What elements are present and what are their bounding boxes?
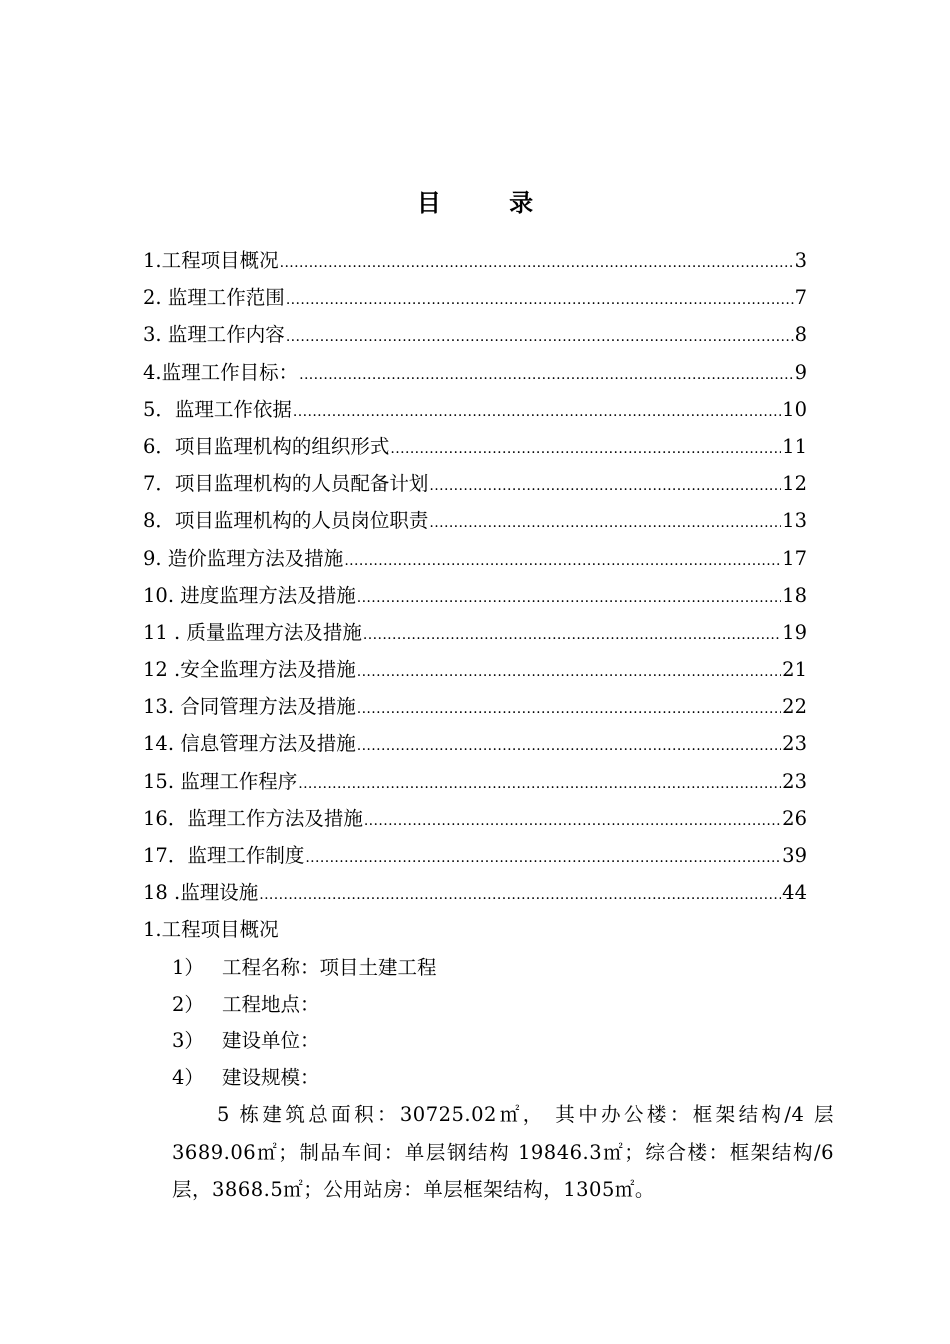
toc-entry-label: 12 .安全监理方法及措施 xyxy=(143,658,356,682)
toc-entry[interactable] xyxy=(143,468,807,505)
scale-description-paragraph: 5 栋建筑总面积：30725.02㎡， 其中办公楼：框架结构/4 层 3689.06㎡；制品车间：单层钢结构 19846.3㎡；综合楼：框架结构/6 层，3868.5㎡；公用站房：单层框架结构，1305㎡。 xyxy=(172,1103,834,1201)
table-of-contents xyxy=(143,245,807,914)
toc-entry[interactable] xyxy=(143,394,807,431)
toc-entry-label: 9. 造价监理方法及措施 xyxy=(143,546,344,570)
toc-entry-page-number: 18 xyxy=(782,583,807,607)
project-info-list xyxy=(172,952,437,1098)
list-item-text: 工程名称：项目土建工程 xyxy=(222,956,437,979)
toc-entry-page-number: 26 xyxy=(782,806,807,830)
toc-dot-leader xyxy=(344,553,781,569)
toc-entry[interactable] xyxy=(143,245,807,282)
toc-entry-label: 15. 监理工作程序 xyxy=(143,769,298,793)
list-item xyxy=(172,952,437,989)
toc-dot-leader xyxy=(363,627,781,643)
toc-entry-label: 6．项目监理机构的组织形式 xyxy=(143,434,390,458)
toc-entry-page-number: 39 xyxy=(782,844,807,867)
toc-entry-label: 16．监理工作方法及措施 xyxy=(143,806,363,830)
toc-entry-label: 11 . 质量监理方法及措施 xyxy=(143,620,362,644)
toc-entry-page-number: 3 xyxy=(794,249,807,272)
toc-title: 目 录 xyxy=(416,188,564,217)
list-item-text: 建设规模： xyxy=(222,1065,320,1089)
toc-dot-leader xyxy=(357,701,781,717)
toc-entry-label: 5．监理工作依据 xyxy=(143,397,292,421)
toc-entry[interactable] xyxy=(143,431,807,468)
toc-dot-leader xyxy=(259,887,781,903)
list-item-number: 2） xyxy=(172,992,204,1016)
toc-entry-page-number: 21 xyxy=(782,658,807,682)
toc-entry-label: 1.工程项目概况 xyxy=(143,249,279,272)
toc-entry-page-number: 22 xyxy=(782,695,807,719)
toc-entry-label: 8．项目监理机构的人员岗位职责 xyxy=(143,509,429,533)
toc-entry-label: 2. 监理工作范围 xyxy=(143,286,285,310)
toc-dot-leader xyxy=(429,478,781,494)
toc-entry[interactable] xyxy=(143,282,807,319)
toc-dot-leader xyxy=(280,255,794,271)
toc-dot-leader xyxy=(357,590,781,606)
toc-entry[interactable] xyxy=(143,357,807,394)
toc-dot-leader xyxy=(390,441,781,457)
toc-entry-label: 13. 合同管理方法及措施 xyxy=(143,695,356,719)
toc-entry[interactable] xyxy=(143,543,807,580)
toc-entry[interactable] xyxy=(143,654,807,691)
list-item xyxy=(172,1025,437,1062)
toc-dot-leader xyxy=(293,404,781,420)
toc-entry[interactable] xyxy=(143,580,807,617)
toc-entry[interactable] xyxy=(143,691,807,728)
toc-entry[interactable] xyxy=(143,319,807,356)
toc-entry-label: 7．项目监理机构的人员配备计划 xyxy=(143,472,429,496)
list-item-number: 4） xyxy=(172,1065,204,1089)
toc-dot-leader xyxy=(357,738,781,754)
list-item-text: 工程地点： xyxy=(222,992,320,1016)
list-item-number: 1） xyxy=(172,956,204,979)
toc-dot-leader xyxy=(286,292,794,308)
toc-dot-leader xyxy=(299,367,793,383)
toc-entry[interactable] xyxy=(143,617,807,654)
toc-entry[interactable] xyxy=(143,505,807,542)
toc-dot-leader xyxy=(429,515,781,531)
section-heading: 1.工程项目概况 xyxy=(143,918,279,941)
toc-entry-label: 18 .监理设施 xyxy=(143,881,259,905)
toc-entry-page-number: 19 xyxy=(782,620,807,644)
toc-entry-label: 10. 进度监理方法及措施 xyxy=(143,583,356,607)
toc-dot-leader xyxy=(298,776,781,792)
toc-entry-page-number: 23 xyxy=(782,732,807,756)
toc-dot-leader xyxy=(357,664,781,680)
list-item xyxy=(172,1062,437,1099)
toc-entry-page-number: 13 xyxy=(782,509,807,533)
toc-entry-page-number: 10 xyxy=(782,397,807,421)
toc-entry[interactable] xyxy=(143,840,807,877)
toc-entry-label: 4.监理工作目标： xyxy=(143,360,299,384)
list-item-number: 3） xyxy=(172,1029,204,1052)
toc-entry[interactable] xyxy=(143,766,807,803)
toc-entry-page-number: 8 xyxy=(794,323,807,347)
toc-entry-label: 14. 信息管理方法及措施 xyxy=(143,732,356,756)
toc-dot-leader xyxy=(286,329,794,345)
toc-entry-page-number: 23 xyxy=(782,769,807,793)
toc-entry[interactable] xyxy=(143,803,807,840)
toc-entry[interactable] xyxy=(143,728,807,765)
toc-entry-page-number: 11 xyxy=(782,434,807,458)
toc-dot-leader xyxy=(364,813,781,829)
toc-entry-page-number: 9 xyxy=(794,360,807,384)
toc-entry-page-number: 17 xyxy=(782,546,807,570)
toc-entry[interactable] xyxy=(143,877,807,914)
toc-dot-leader xyxy=(305,850,781,866)
toc-entry-page-number: 44 xyxy=(782,881,807,905)
list-item-text: 建设单位： xyxy=(222,1029,320,1052)
toc-entry-label: 3. 监理工作内容 xyxy=(143,323,285,347)
toc-entry-label: 17．监理工作制度 xyxy=(143,844,305,867)
list-item xyxy=(172,989,437,1026)
toc-entry-page-number: 7 xyxy=(794,286,807,310)
toc-entry-page-number: 12 xyxy=(782,472,807,496)
